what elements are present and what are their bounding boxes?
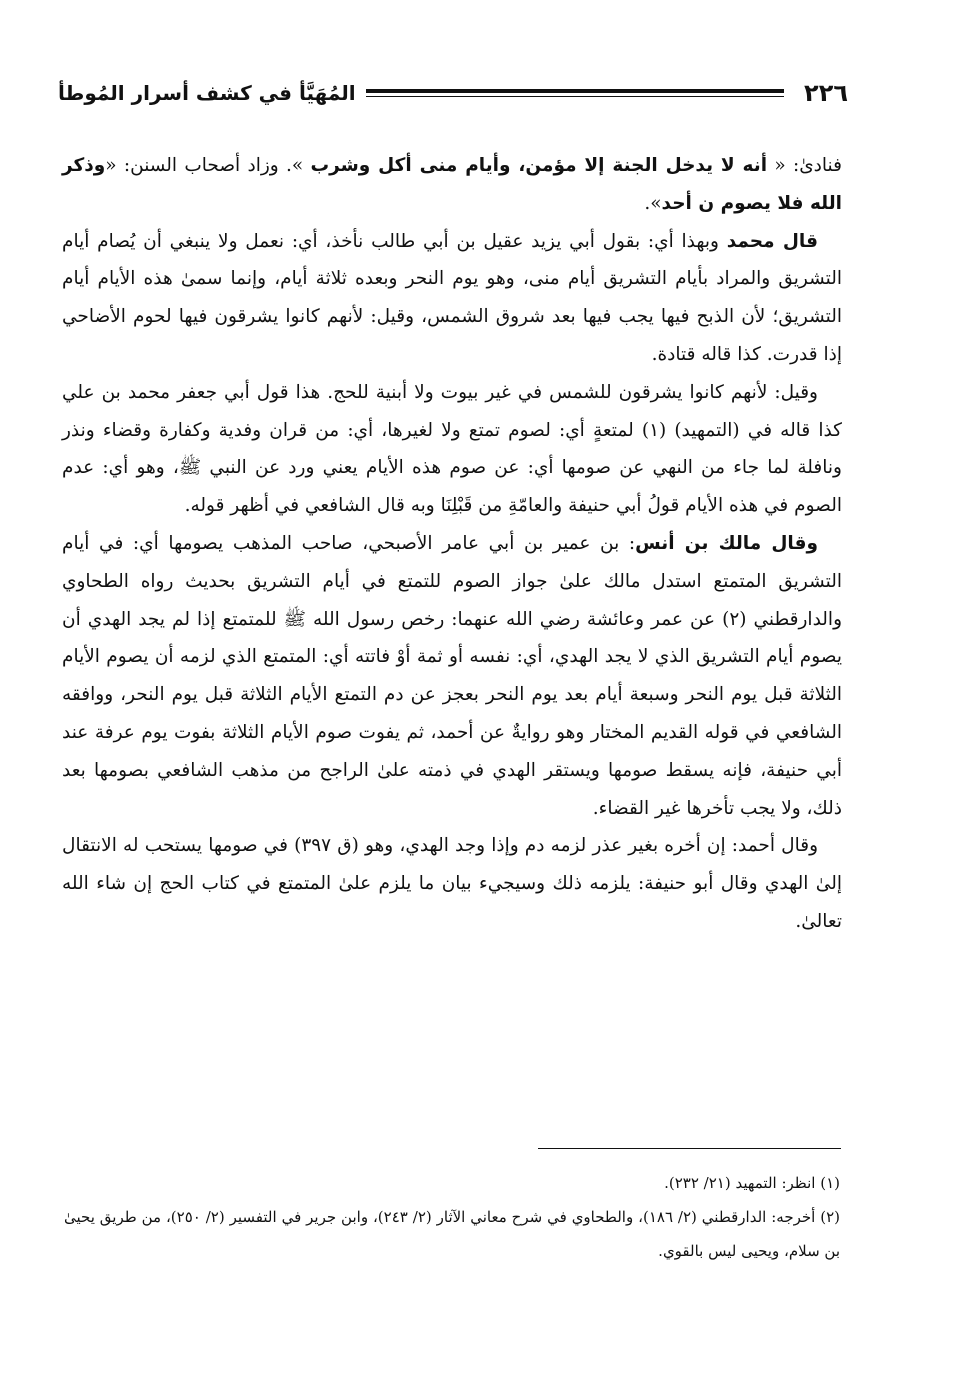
- paragraph-2: قال محمد وبهذا أي: بقول أبي يزيد عقيل بن أبي طالب نأخذ، أي: نعمل ولا ينبغي أن يُصام أيام التشريق والمراد بأيام التشريق أيام منى، وهو يوم النحر وبعده ثلاثة أيام، وإنما سمىٰ هذه الأيام أيام التشريق؛ لأن الذبح فيها يجب فيها بعد شروق الشمس، وقيل: لأنهم كانوا يشرقون فيها لحوم الأضاحي إذا قدرت. كذا قاله قتادة.: [62, 230, 842, 365]
- page-number: ٢٢٦: [804, 79, 848, 107]
- main-text: [62, 147, 842, 941]
- speaker-label: قال محمد: [726, 230, 818, 252]
- hadith-quote: أنه لا يدخل الجنة إلا مؤمن، وأيام منى أكل وشرب: [310, 155, 768, 176]
- footnotes: [64, 1166, 840, 1268]
- page-header: [58, 68, 848, 118]
- footnote-1: (١) انظر: التمهيد (٢١/ ٢٣٢).: [664, 1174, 840, 1192]
- book-title: المُهَيَّأ في كشف أسرار المُوطأ: [58, 81, 356, 105]
- paragraph-5: وقال أحمد: إن أخره بغير عذر لزمه دم وإذا وجد الهدي، وهو (ق ٣٩٧) في صومها يستحب له الانتقال إلىٰ الهدي وقال أبو حنيفة: يلزمه ذلك وسيجيء بيان ما يلزم علىٰ المتمتع في كتاب الحج إن شاء الله تعالىٰ.: [62, 835, 842, 932]
- footnote-2: (٢) أخرجه: الدارقطني (٢/ ١٨٦)، والطحاوي في شرح معاني الآثار (٢/ ٢٤٣)، وابن جرير في التفسير (٢/ ٢٥٠)، من طريق يحيىٰ بن سلام، ويحيى ليس بالقوي.: [64, 1208, 840, 1260]
- footnote-separator: [538, 1148, 841, 1149]
- paragraph-3: وقيل: لأنهم كانوا يشرقون للشمس في غير بيوت ولا أبنية للحج. هذا قول أبي جعفر محمد بن علي كذا قاله في (التمهيد) (١) لمتعةٍ أي: لصوم تمتع ولا لغيرها، أي: من قران وفدية وكفارة وقضاء ونذر ونافلة لما جاء من النهي عن صومها أي: عن صوم هذه الأيام يعني ورد عن النبي ﷺ، وهو أي: عدم الصوم في هذه الأيام قولُ أبي حنيفة والعامّةِ من قَبْلِنَا وبه قال الشافعي في أظهر قوله.: [62, 381, 842, 517]
- speaker-label: وقال مالك بن أنس: [635, 532, 818, 554]
- header-rule: [366, 89, 784, 97]
- paragraph-1: فنادىٰ: « أنه لا يدخل الجنة إلا مؤمن، وأيام منى أكل وشرب ». وزاد أصحاب السنن: «وذكر الله فلا يصوم ن أحد».: [62, 155, 842, 214]
- paragraph-4: وقال مالك بن أنس: بن عمير بن أبي عامر الأصبحي، صاحب المذهب يصومها أي: في أيام التشريق المتمتع استدل مالك علىٰ جواز الصوم للتمتع في أيام التشريق بحديث رواه الطحاوي والدارقطني (٢) عن عمر وعائشة رضي الله عنهما: رخص رسول الله ﷺ للمتمتع إذا لم يجد الهدي أن يصوم أيام التشريق الذي لا يجد الهدي، أي: نفسه أو ثمة أوْ فاتته أي: المتمتع الذي لزمه أن يصوم الأيام الثلاثة قبل يوم النحر وسبعة أيام بعد يوم النحر بعجز عن دم التمتع الأيام الثلاثة قبل يوم النحر، ووافقه الشافعي في قوله القديم المختار وهو روايةٌ عن أحمد، ثم يفوت صوم الأيام الثلاثة بفوت يوم عرفة عند أبي حنيفة، فإنه يسقط صومها ويستقر الهدي في ذمته علىٰ الراجح من مذهب الشافعي بصومها بعد ذلك، ولا يجب تأخرها غير القضاء.: [62, 532, 842, 819]
- hadith-addition: وذكر الله فلا يصوم ن أحد: [62, 155, 842, 214]
